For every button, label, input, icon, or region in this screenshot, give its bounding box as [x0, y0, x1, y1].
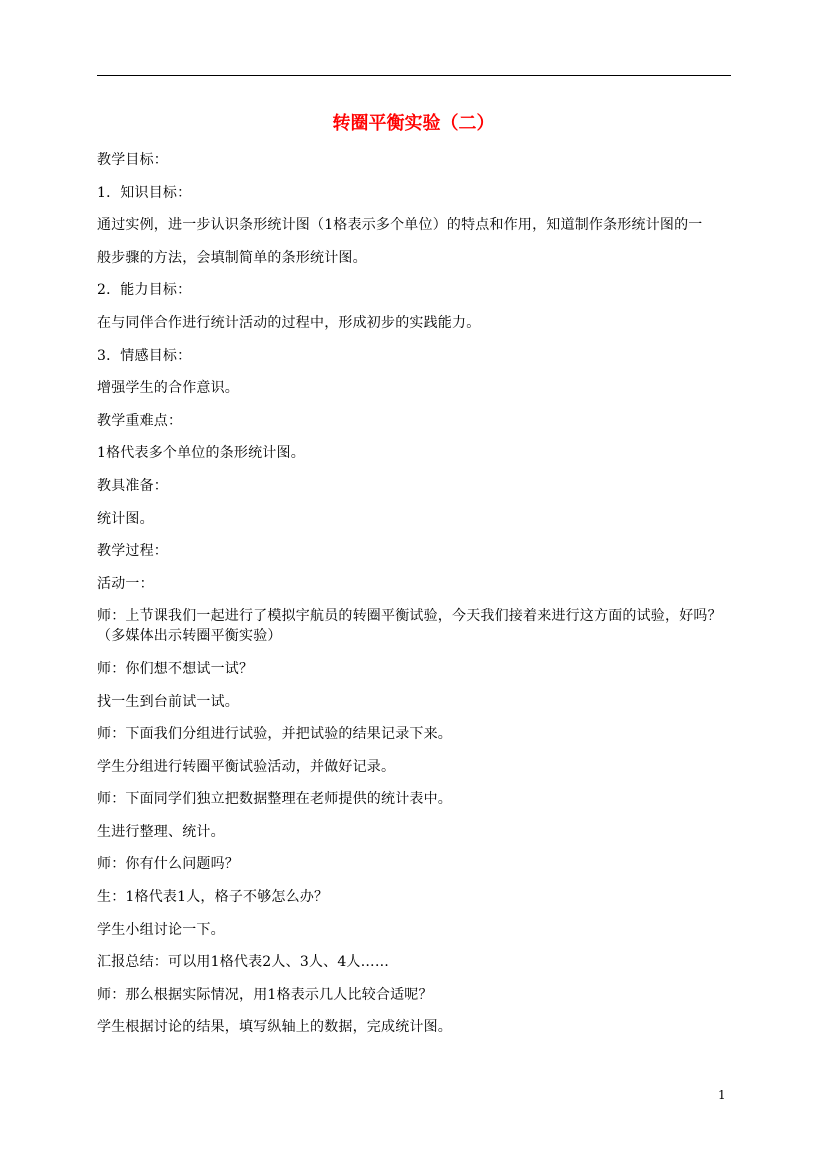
subheading-knowledge: 1．知识目标：	[97, 184, 192, 201]
paragraph-line: 汇报总结：可以用1格代表2人、3人、4人……	[97, 954, 390, 971]
paragraph-line: 师：你有什么问题吗？	[97, 856, 239, 873]
paragraph-line: 师：那么根据实际情况，用1格表示几人比较合适呢？	[97, 986, 433, 1003]
subheading-activity-one: 活动一：	[97, 575, 154, 592]
document-title: 转圈平衡实验（二）	[332, 113, 495, 134]
section-heading-objectives: 教学目标：	[97, 152, 168, 168]
paragraph-line: 师：你们想不想试一试？	[97, 660, 254, 677]
paragraph-line: 统计图。	[97, 510, 154, 527]
subheading-emotion: 3．情感目标：	[97, 347, 192, 364]
header-rule	[97, 75, 731, 76]
paragraph-line: 在与同伴合作进行统计活动的过程中，形成初步的实践能力。	[97, 314, 481, 331]
section-heading-key-points: 教学重难点：	[97, 412, 183, 429]
paragraph-line: 师：上节课我们一起进行了模拟宇航员的转圈平衡试验，今天我们接着来进行这方面的试验，好吗？	[97, 608, 722, 625]
paragraph-line: 找一生到台前试一试。	[97, 693, 239, 710]
section-heading-materials: 教具准备：	[97, 477, 168, 494]
document-body	[97, 150, 731, 1050]
paragraph-line: 增强学生的合作意识。	[97, 380, 239, 397]
paragraph-line: 1格代表多个单位的条形统计图。	[97, 445, 305, 462]
paragraph-line: 学生小组讨论一下。	[97, 921, 225, 938]
page-number: 1	[718, 1088, 726, 1102]
paragraph-line: 学生分组进行转圈平衡试验活动，并做好记录。	[97, 758, 396, 775]
paragraph-line: 通过实例，进一步认识条形统计图（1格表示多个单位）的特点和作用，知道制作条形统计图的一	[97, 217, 703, 234]
paragraph-line: 生：1格代表1人，格子不够怎么办？	[97, 889, 329, 906]
paragraph-line: 般步骤的方法，会填制简单的条形统计图。	[97, 249, 367, 266]
paragraph-line: （多媒体出示转圈平衡实验）	[97, 628, 282, 645]
paragraph-line: 学生根据讨论的结果，填写纵轴上的数据，完成统计图。	[97, 1019, 452, 1036]
subheading-ability: 2．能力目标：	[97, 282, 192, 299]
paragraph-line: 师：下面我们分组进行试验，并把试验的结果记录下来。	[97, 726, 452, 743]
paragraph-line: 生进行整理、统计。	[97, 823, 225, 840]
section-heading-process: 教学过程：	[97, 543, 168, 560]
paragraph-line: 师：下面同学们独立把数据整理在老师提供的统计表中。	[97, 791, 452, 808]
